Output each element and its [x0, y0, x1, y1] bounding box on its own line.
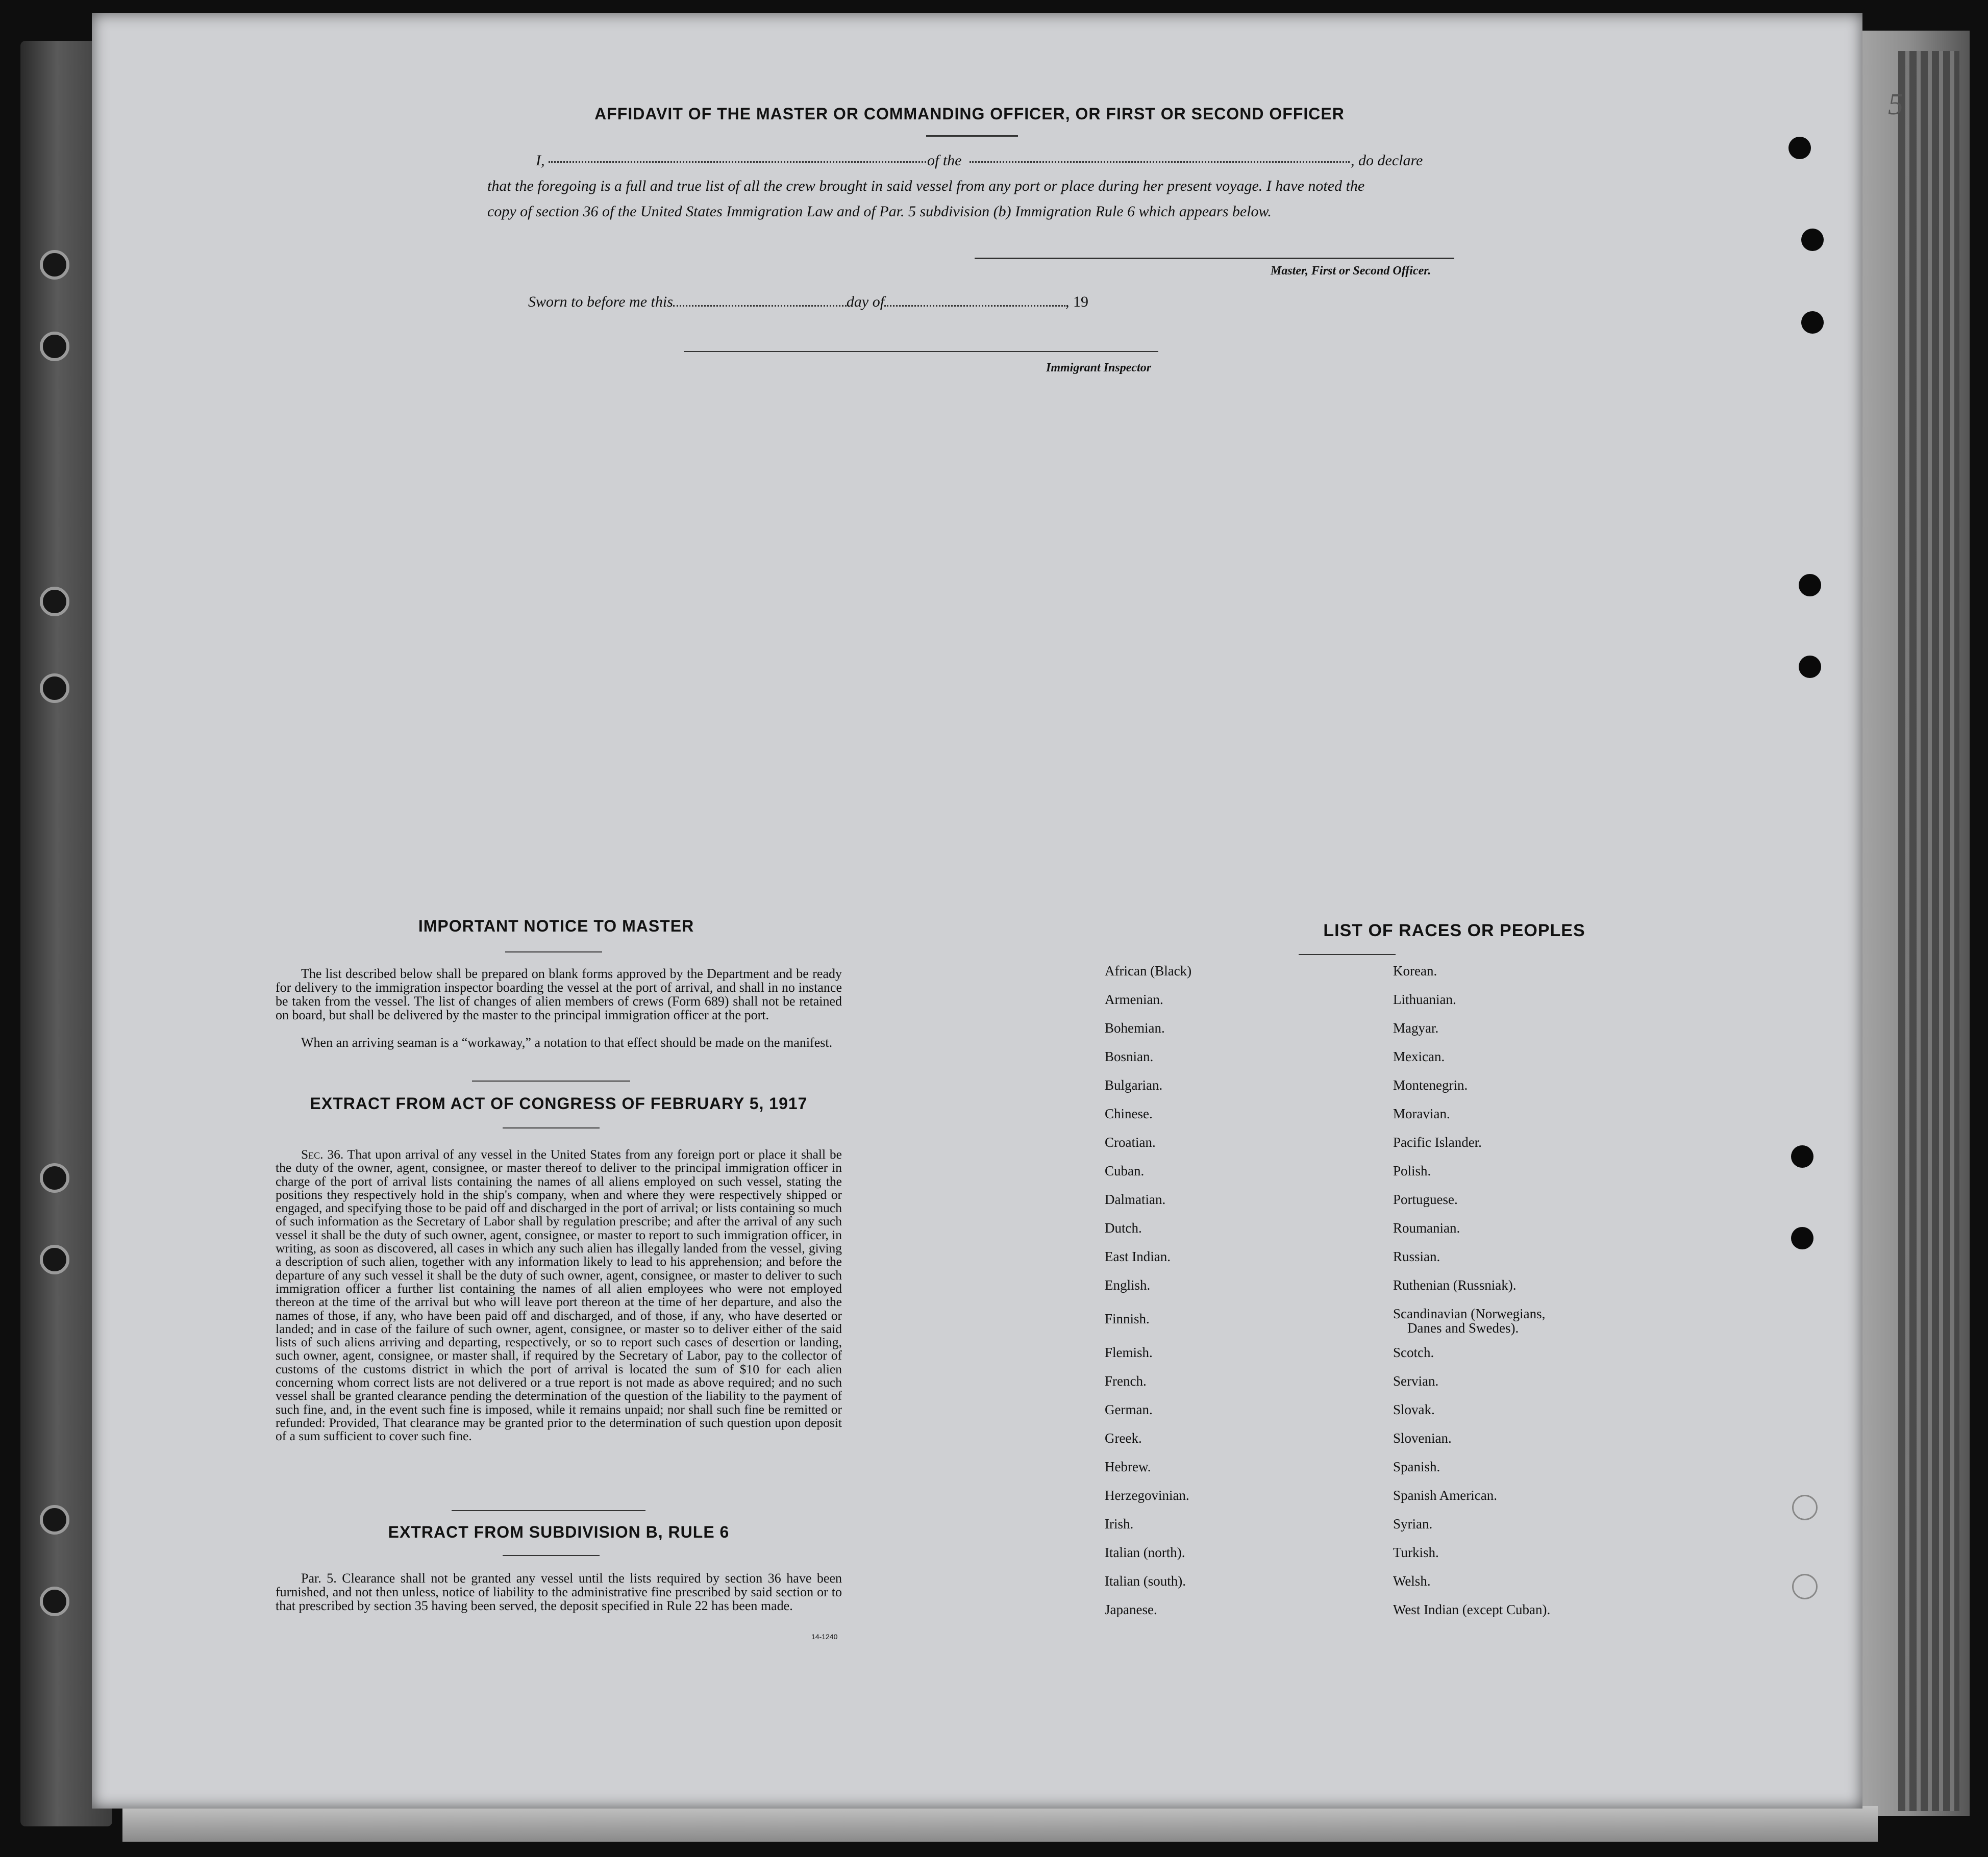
- punch-hole: [1788, 137, 1811, 159]
- race-item: Pacific Islander.: [1393, 1135, 1482, 1150]
- punch-hole: [1792, 1495, 1818, 1520]
- section-label: Sec. 36.: [301, 1147, 344, 1162]
- pencil-page-number: 5: [1888, 87, 1903, 121]
- inspector-signature-line[interactable]: [684, 351, 1158, 352]
- rule-extract-body: Par. 5. Clearance shall not be granted any vessel until the lists required by section 36 have been furnished, and not then unless, notice of liability to the administrative fine prescribed by said section or to that prescribed by section 35 having been served, the deposit specified in Rule 22 has been made.: [276, 1571, 842, 1613]
- notice-paragraph-1: The list described below shall be prepared on blank forms approved by the Department and be ready for delivery to the immigration inspector boarding the vessel at the port of arrival, and shall in no instance be taken from the vessel. The list of changes of alien members of crews (Form 689) shall not be retained on board, but shall be delivered by the master to the principal immigration officer at the port.: [276, 966, 842, 1022]
- race-item: Lithuanian.: [1393, 992, 1456, 1007]
- race-item: Hebrew.: [1105, 1459, 1151, 1474]
- punch-hole: [1792, 1574, 1818, 1599]
- punch-hole: [1801, 311, 1824, 334]
- race-item: Scotch.: [1393, 1345, 1434, 1360]
- race-item: Dalmatian.: [1105, 1192, 1166, 1207]
- race-item: Croatian.: [1105, 1135, 1156, 1150]
- race-item: West Indian (except Cuban).: [1393, 1602, 1551, 1617]
- race-item: Moravian.: [1393, 1106, 1450, 1121]
- punch-hole: [1801, 229, 1824, 251]
- race-item: Cuban.: [1105, 1163, 1145, 1178]
- binder-ring-hole: [40, 1163, 69, 1193]
- affidavit-i: I,: [536, 152, 545, 169]
- race-item: Spanish American.: [1393, 1488, 1497, 1503]
- race-item: Korean.: [1393, 963, 1437, 978]
- race-item: Dutch.: [1105, 1220, 1142, 1236]
- race-item: Armenian.: [1105, 992, 1163, 1007]
- race-item: Slovak.: [1393, 1402, 1435, 1417]
- act-extract-body: [276, 1148, 842, 1443]
- race-item: Italian (south).: [1105, 1573, 1186, 1589]
- rule-rule: [503, 1555, 600, 1556]
- punch-hole: [1791, 1227, 1813, 1249]
- sworn-day-field[interactable]: [673, 292, 847, 307]
- races-title: LIST OF RACES OR PEOPLES: [1323, 921, 1585, 940]
- sworn-year: , 19: [1065, 293, 1089, 310]
- punch-hole: [1799, 574, 1821, 596]
- binder-ring-hole: [40, 1245, 69, 1274]
- race-item: Greek.: [1105, 1431, 1142, 1446]
- race-item: Russian.: [1393, 1249, 1440, 1264]
- race-item: Portuguese.: [1393, 1192, 1458, 1207]
- sworn-month-field[interactable]: [884, 292, 1065, 307]
- section-divider: [452, 1510, 645, 1511]
- race-item: Italian (north).: [1105, 1545, 1185, 1560]
- race-item: Roumanian.: [1393, 1220, 1460, 1236]
- race-item: Danes and Swedes).: [1407, 1320, 1519, 1336]
- notice-rule: [505, 951, 602, 952]
- affidavit-text: [487, 148, 1457, 224]
- inspector-label: Immigrant Inspector: [1046, 361, 1152, 374]
- affidavit-line-1: [487, 148, 1457, 173]
- binder-ring-hole: [40, 587, 69, 616]
- underlying-sheet-bottom: [122, 1806, 1878, 1842]
- vessel-field[interactable]: [970, 148, 1350, 163]
- race-item: African (Black): [1105, 963, 1192, 978]
- binder-ring-hole: [40, 1505, 69, 1535]
- race-item: Mexican.: [1393, 1049, 1445, 1064]
- binder-ring-hole: [40, 1587, 69, 1616]
- race-item: Bulgarian.: [1105, 1077, 1163, 1093]
- race-item: Ruthenian (Russniak).: [1393, 1277, 1517, 1293]
- sworn-day-of: day of: [846, 293, 885, 310]
- race-item: East Indian.: [1105, 1249, 1171, 1264]
- affidavit-title: AFFIDAVIT OF THE MASTER OR COMMANDING OFFICER, OR FIRST OR SECOND OFFICER: [594, 105, 1345, 123]
- name-field[interactable]: [549, 148, 926, 163]
- section-divider: [472, 1081, 630, 1082]
- sworn-line: [528, 292, 1088, 311]
- race-item: Chinese.: [1105, 1106, 1153, 1121]
- race-item: Japanese.: [1105, 1602, 1157, 1617]
- affidavit-line-3: copy of section 36 of the United States Immigration Law and of Par. 5 subdivision (b) Immigration Rule 6 which appears below.: [487, 203, 1272, 220]
- race-item: Herzegovinian.: [1105, 1488, 1189, 1503]
- race-item: Servian.: [1393, 1373, 1439, 1389]
- race-item: Slovenian.: [1393, 1431, 1452, 1446]
- race-item: Irish.: [1105, 1516, 1134, 1532]
- notice-title: IMPORTANT NOTICE TO MASTER: [418, 917, 694, 935]
- race-item: French.: [1105, 1373, 1147, 1389]
- notice-paragraph-2: When an arriving seaman is a “workaway,” a notation to that effect should be made on the manifest.: [301, 1035, 833, 1050]
- binder-ring-hole: [40, 250, 69, 280]
- race-item: German.: [1105, 1402, 1153, 1417]
- form-code: 14-1240: [811, 1633, 838, 1641]
- affidavit-declare: , do declare: [1351, 152, 1423, 169]
- punch-hole: [1791, 1145, 1813, 1168]
- race-item: Montenegrin.: [1393, 1077, 1468, 1093]
- race-item: Turkish.: [1393, 1545, 1439, 1560]
- binder-ring-hole: [40, 673, 69, 703]
- race-item: Bohemian.: [1105, 1020, 1165, 1036]
- race-item: English.: [1105, 1277, 1151, 1293]
- affidavit-line-2: that the foregoing is a full and true list of all the crew brought in said vessel from any port or place during her present voyage. I have noted the: [487, 178, 1365, 194]
- race-item: Syrian.: [1393, 1516, 1433, 1532]
- race-item: Scandinavian (Norwegians,: [1393, 1306, 1546, 1321]
- rule-extract-title: EXTRACT FROM SUBDIVISION B, RULE 6: [388, 1523, 730, 1541]
- signature-label: Master, First or Second Officer.: [1271, 264, 1431, 278]
- signature-line[interactable]: [975, 258, 1454, 259]
- race-item: Polish.: [1393, 1163, 1431, 1178]
- affidavit-of-the: of the: [927, 152, 962, 169]
- race-item: Finnish.: [1105, 1311, 1150, 1326]
- race-item: Bosnian.: [1105, 1049, 1154, 1064]
- binder-ring-hole: [40, 332, 69, 361]
- race-item: Welsh.: [1393, 1573, 1431, 1589]
- race-item: Flemish.: [1105, 1345, 1153, 1360]
- race-item: Magyar.: [1393, 1020, 1439, 1036]
- race-item: Spanish.: [1393, 1459, 1440, 1474]
- sworn-prefix: Sworn to before me this: [528, 293, 673, 310]
- act-rule: [503, 1127, 600, 1128]
- title-rule: [926, 135, 1018, 137]
- punch-hole: [1799, 656, 1821, 678]
- act-extract-title: EXTRACT FROM ACT OF CONGRESS OF FEBRUARY 5, 1917: [310, 1094, 808, 1113]
- races-rule: [1299, 954, 1396, 955]
- page-stack-edge: [1898, 51, 1959, 1811]
- section-36-text: That upon arrival of any vessel in the United States from any foreign port or place it shall be the duty of the owner, agent, consignee, or master thereof to deliver to the principal immigration officer in charge of the port of arrival lists containing the names of all aliens employed on such vessel, stating the positions they respectively hold in the ship's company, when and where they were respectively shipped or engaged, and specifying those to be paid off and discharged in the port of arrival; or lists containing so much of such information as the Secretary of Labor shall by regulation prescribe; and after the arrival of any such vessel it shall be the duty of such owner, agent, consignee, or master to report to such immigration officer, in writing, as soon as discovered, all cases in which any such alien has illegally landed from the vessel, giving a description of such alien, together with any information likely to lead to his apprehension; and before the departure of any such vessel it shall be the duty of such owner, agent, consignee, or master to deliver to such immigration officer a further list containing the names of all alien employees who were not employed thereon at the time of the arrival but who will leave port thereon at the time of her departure, and also the names of those, if any, who have been paid off and discharged, and of those, if any, who have deserted or landed; and in case of the failure of such owner, agent, consignee, or master so to deliver either of the said lists of such aliens arriving and departing, respectively, or so to report such cases of desertion or landing, such owner, agent, consignee, or master shall, if required by the Secretary of Labor, pay to the collector of customs of the customs district in which the port of arrival is located the sum of $10 for each alien concerning whom correct lists are not delivered or a true report is not made as above required; and no such vessel shall be granted clearance pending the determination of the question of the liability to the payment of such fine, and, in the event such fine is imposed, while it remains unpaid; nor shall such fine be remitted or refunded: Provided, That clearance may be granted prior to the determination of such question upon deposit of a sum sufficient to cover such fine.: [276, 1147, 842, 1444]
